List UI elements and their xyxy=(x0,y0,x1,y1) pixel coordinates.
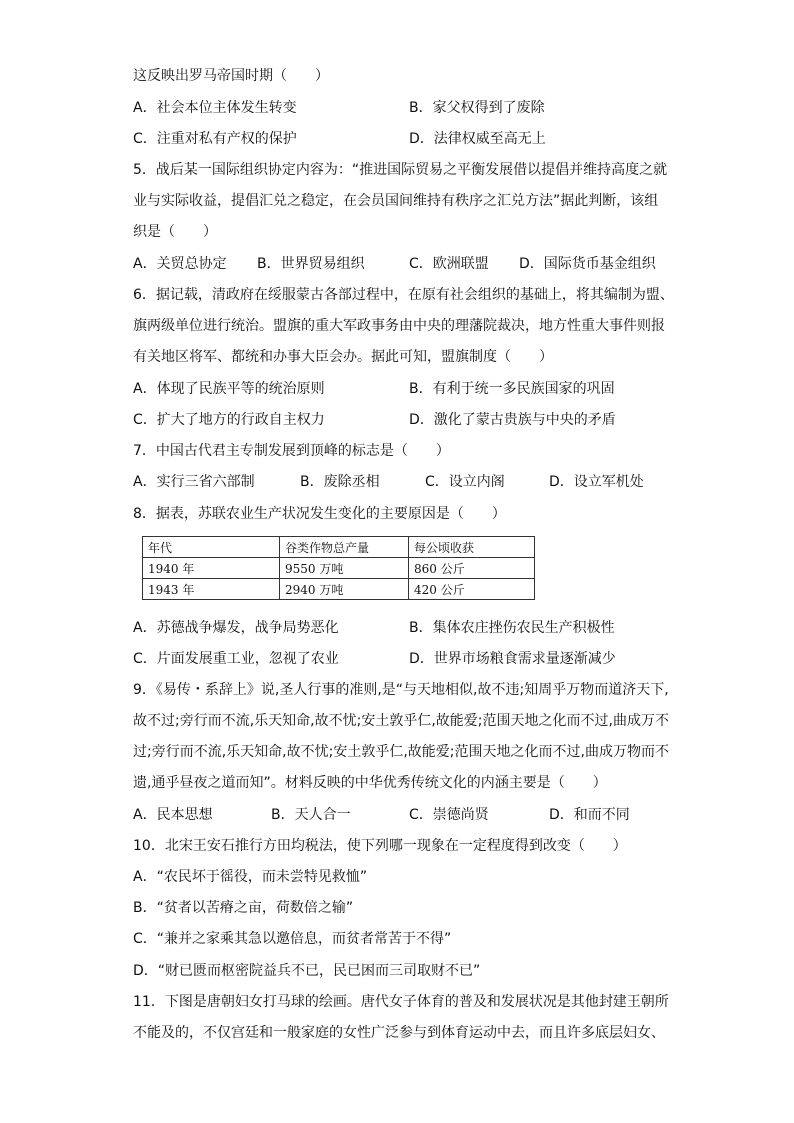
q10-stem: 10．北宋王安石推行方田均税法，使下列哪一现象在一定程度得到改变（ ） xyxy=(133,838,627,854)
q8-option-c: C．片面发展重工业，忽视了农业 xyxy=(133,651,339,667)
q5-stem-line-1: 5．战后某一国际组织协定内容为：“推进国际贸易之平衡发展借以提倡并维持高度之就 xyxy=(133,162,668,178)
q9-option-d: D．和而不同 xyxy=(549,807,630,823)
q8-option-a: A．苏德战争爆发，战争局势恶化 xyxy=(133,620,339,636)
table-header-cell: 年代 xyxy=(143,537,280,558)
q10-option-b: B．“贫者以苦瘠之亩，荷数倍之输” xyxy=(133,900,354,916)
q7-option-a: A．实行三省六部制 xyxy=(133,474,255,490)
q6-stem-line-2: 旗两级单位进行统治。盟旗的重大军政事务由中央的理藩院裁决，地方性重大事件则报 xyxy=(133,318,665,334)
table-row xyxy=(143,579,535,600)
q9-stem-line-2: 故不过;旁行而不流,乐天知命,故不忧;安土敦乎仁,故能爱;范围天地之化而不过,曲成万不 xyxy=(133,713,669,729)
table-cell: 1940 年 xyxy=(143,558,280,579)
q6-stem-line-3: 有关地区将军、都统和办事大臣会办。据此可知，盟旗制度（ ） xyxy=(133,349,553,365)
q5-stem-line-3: 织是（ ） xyxy=(133,224,217,240)
q9-option-b: B．天人合一 xyxy=(271,807,351,823)
q8-stem: 8．据表，苏联农业生产状况发生变化的主要原因是（ ） xyxy=(133,506,506,522)
table-cell: 9550 万吨 xyxy=(280,558,409,579)
q7-option-d: D．设立军机处 xyxy=(549,474,644,490)
q4-stem: 这反映出罗马帝国时期（ ） xyxy=(133,68,329,84)
table-header-row xyxy=(143,537,535,558)
q9-option-a: A．民本思想 xyxy=(133,807,213,823)
table-cell: 1943 年 xyxy=(143,579,280,600)
q5-option-d: D．国际货币基金组织 xyxy=(519,256,656,272)
q7-stem: 7．中国古代君主专制发展到顶峰的标志是（ ） xyxy=(133,443,450,459)
q4-option-a: A．社会本位主体发生转变 xyxy=(133,100,297,116)
q11-stem-line-1: 11．下图是唐朝妇女打马球的绘画。唐代女子体育的普及和发展状况是其他封建王朝所 xyxy=(133,994,669,1010)
q8-option-d: D．世界市场粮食需求量逐渐减少 xyxy=(409,651,616,667)
table-cell: 2940 万吨 xyxy=(280,579,409,600)
table-header-cell: 谷类作物总产量 xyxy=(280,537,409,558)
q7-option-b: B．废除丞相 xyxy=(300,474,380,490)
table-header-cell: 每公顷收获 xyxy=(409,537,535,558)
q4-option-d: D．法律权威至高无上 xyxy=(409,131,546,147)
q9-stem-line-4: 遗,通乎昼夜之道而知”。材料反映的中华优秀传统文化的内涵主要是（ ） xyxy=(133,775,607,791)
q6-option-b: B．有利于统一多民族国家的巩固 xyxy=(409,381,615,397)
q5-option-c: C．欧洲联盟 xyxy=(409,256,489,272)
table-cell: 420 公斤 xyxy=(409,579,535,600)
q6-stem-line-1: 6．据记载，清政府在绥服蒙古各部过程中，在原有社会组织的基础上，将其编制为盟、 xyxy=(133,287,674,303)
q5-option-b: B．世界贸易组织 xyxy=(257,256,365,272)
q6-option-d: D．激化了蒙古贵族与中央的矛盾 xyxy=(409,412,616,428)
q11-stem-line-2: 不能及的，不仅宫廷和一般家庭的女性广泛参与到体育运动中去，而且许多底层妇女、 xyxy=(133,1025,665,1041)
q5-stem-line-2: 业与实际收益，提倡汇兑之稳定，在会员国间维持有秩序之汇兑方法”据此判断，该组 xyxy=(133,193,659,209)
agriculture-data-table xyxy=(142,536,535,600)
q9-option-c: C．崇德尚贤 xyxy=(409,807,489,823)
q10-option-d: D．“财已匮而枢密院益兵不已，民已困而三司取财不已” xyxy=(133,963,481,979)
q6-option-c: C．扩大了地方的行政自主权力 xyxy=(133,412,325,428)
table-row xyxy=(143,558,535,579)
q4-option-c: C．注重对私有产权的保护 xyxy=(133,131,297,147)
table-cell: 860 公斤 xyxy=(409,558,535,579)
q8-option-b: B．集体农庄挫伤农民生产积极性 xyxy=(409,620,615,636)
q4-option-b: B．家父权得到了废除 xyxy=(409,100,545,116)
q9-stem-line-1: 9．《易传・系辞上》说,圣人行事的准则,是“与天地相似,故不违;知周乎万物而道济天下, xyxy=(133,682,669,698)
q7-option-c: C．设立内阁 xyxy=(425,474,505,490)
q6-option-a: A．体现了民族平等的统治原则 xyxy=(133,381,325,397)
q10-option-c: C．“兼并之家乘其急以邀倍息，而贫者常苦于不得” xyxy=(133,931,452,947)
q9-stem-line-3: 过;旁行而不流,乐天知命,故不忧;安土敦乎仁,故能爱;范围天地之化而不过,曲成万物而不 xyxy=(133,744,669,760)
q10-option-a: A．“农民坏于徭役，而未尝特见救恤” xyxy=(133,869,368,885)
q5-option-a: A．关贸总协定 xyxy=(133,256,227,272)
